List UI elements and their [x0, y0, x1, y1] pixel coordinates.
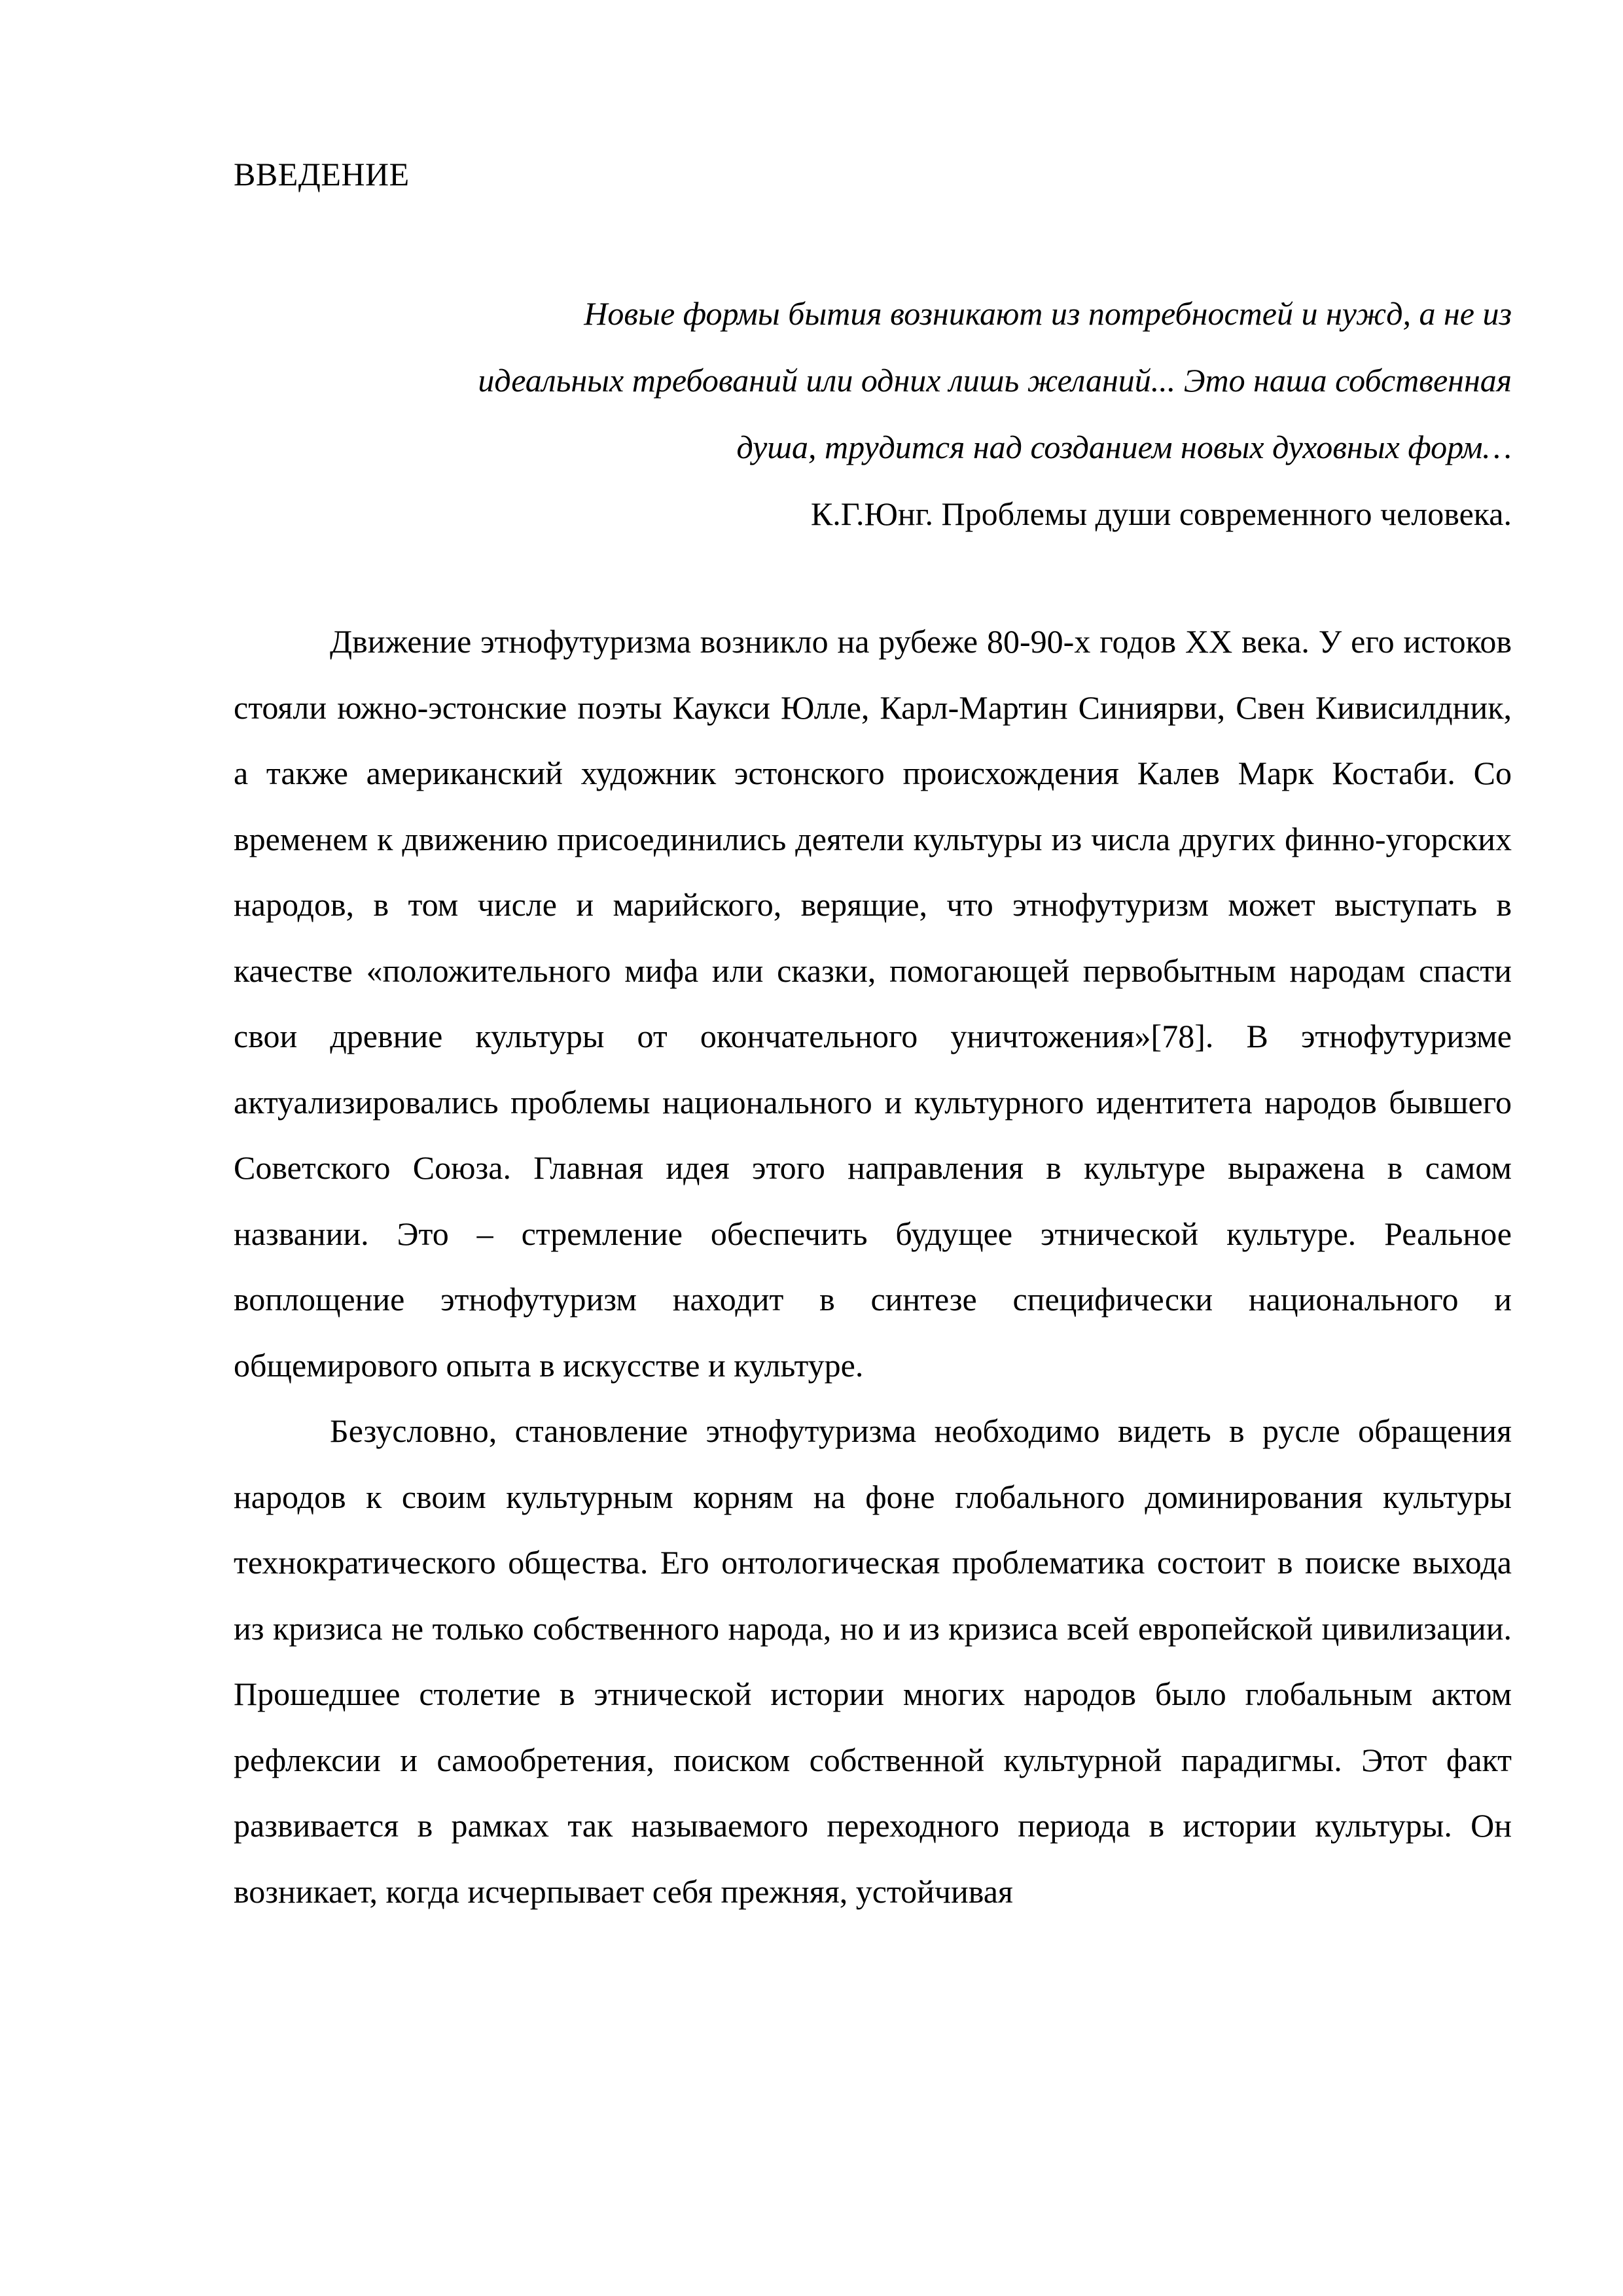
body-text [234, 609, 1512, 1924]
epigraph-line: идеальных требований или одних лишь желаний... Это наша собственная [478, 362, 1512, 399]
epigraph [268, 280, 1512, 547]
paragraph: Безусловно, становление этнофутуризма необходимо видеть в русле обращения народов к своим культурным корням на фоне глобального доминирования культуры технократического общества. Его онтологическая проблематика состоит в поиске выхода из кризиса не только собственного народа, но и из кризиса всей европейской цивилизации. Прошедшее столетие в этнической истории многих народов было глобальным актом рефлексии и самообретения, поиском собственной культурной парадигмы. Этот факт развивается в рамках так называемого переходного периода в истории культуры. Он возникает, когда исчерпывает себя прежняя, устойчивая [234, 1412, 1512, 1910]
epigraph-line: душа, трудится над созданием новых духовных форм… [736, 429, 1512, 465]
epigraph-line: Новые формы бытия возникают из потребностей и нужд, а не из [584, 295, 1512, 332]
page-title: ВВЕДЕНИЕ [234, 156, 410, 192]
paragraph: Движение этнофутуризма возникло на рубеже 80-90-х годов XX века. У его истоков стояли южно-эстонские поэты Каукси Юлле, Карл-Мартин Синиярви, Свен Кивисилдник, а также американский художник эстонского происхождения Калев Марк Костаби. Со временем к движению присоединились деятели культуры из числа других финно-угорских народов, в том числе и марийского, верящие, что этнофутуризм может выступать в качестве «положительного мифа или сказки, помогающей первобытным народам спасти свои древние культуры от окончательного уничтожения»[78]. В этнофутуризме актуализировались проблемы национального и культурного идентитета народов бывшего Советского Союза. Главная идея этого направления в культуре выражена в самом названии. Это – стремление обеспечить будущее этнической культуре. Реальное воплощение этнофутуризм находит в синтезе специфически национального и общемирового опыта в искусстве и культуре. [234, 623, 1512, 1384]
epigraph-source: К.Г.Юнг. Проблемы души современного человека. [810, 495, 1512, 532]
